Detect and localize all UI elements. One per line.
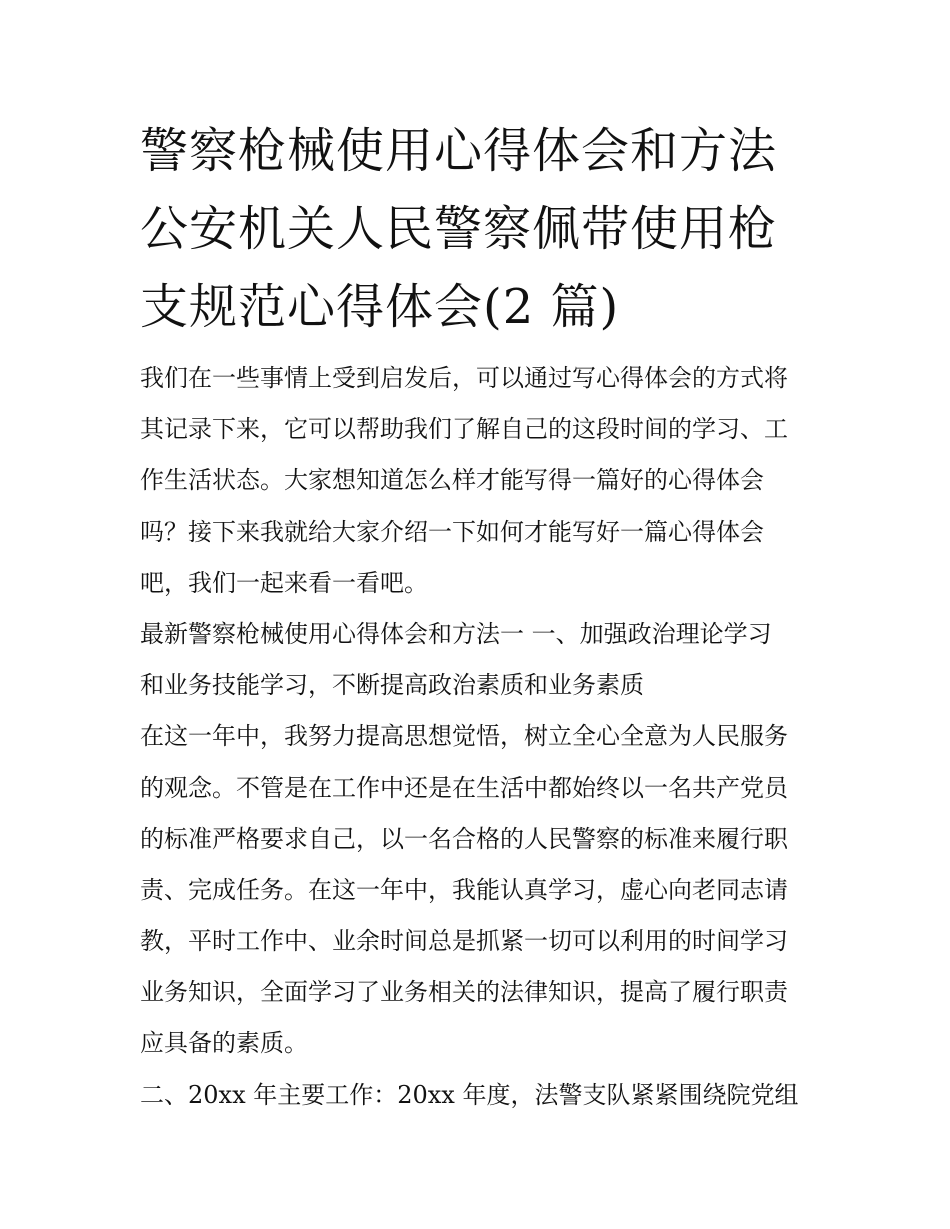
section-heading-line: 最新警察枪械使用心得体会和方法一 一、加强政治理论学习 <box>140 619 772 648</box>
body-line: 吗？接下来我就给大家介绍一下如何才能写好一篇心得体会 <box>140 517 764 546</box>
body-line: 我们在一些事情上受到启发后，可以通过写心得体会的方式将 <box>140 364 788 392</box>
title-line: 支规范心得体会(2 篇) <box>140 279 620 335</box>
body-line: 应具备的素质。 <box>140 1029 308 1058</box>
document-title <box>140 112 820 346</box>
body-line: 的标准严格要求自己，以一名合格的人民警察的标准来履行职 <box>140 824 788 853</box>
title-line: 公安机关人民警察佩带使用枪 <box>140 201 778 257</box>
body-line: 作生活状态。大家想知道怎么样才能写得一篇好的心得体会 <box>140 466 764 495</box>
body-line: 业务知识，全面学习了业务相关的法律知识，提高了履行职责 <box>140 978 788 1007</box>
body-line: 二、20xx 年主要工作：20xx 年度，法警支队紧紧围绕院党组 <box>140 1080 799 1109</box>
body-line: 责、完成任务。在这一年中，我能认真学习，虚心向老同志请 <box>140 875 788 904</box>
title-line: 警察枪械使用心得体会和方法 <box>140 123 778 179</box>
body-line: 吧，我们一起来看一看吧。 <box>140 568 428 597</box>
document-body <box>140 353 830 1121</box>
section-heading-line: 和业务技能学习，不断提高政治素质和业务素质 <box>140 671 644 700</box>
body-line: 在这一年中，我努力提高思想觉悟，树立全心全意为人民服务 <box>140 722 788 751</box>
body-line: 其记录下来，它可以帮助我们了解自己的这段时间的学习、工 <box>140 415 788 444</box>
body-line: 的观念。不管是在工作中还是在生活中都始终以一名共产党员 <box>140 773 788 802</box>
body-line: 教，平时工作中、业余时间总是抓紧一切可以利用的时间学习 <box>140 927 788 956</box>
